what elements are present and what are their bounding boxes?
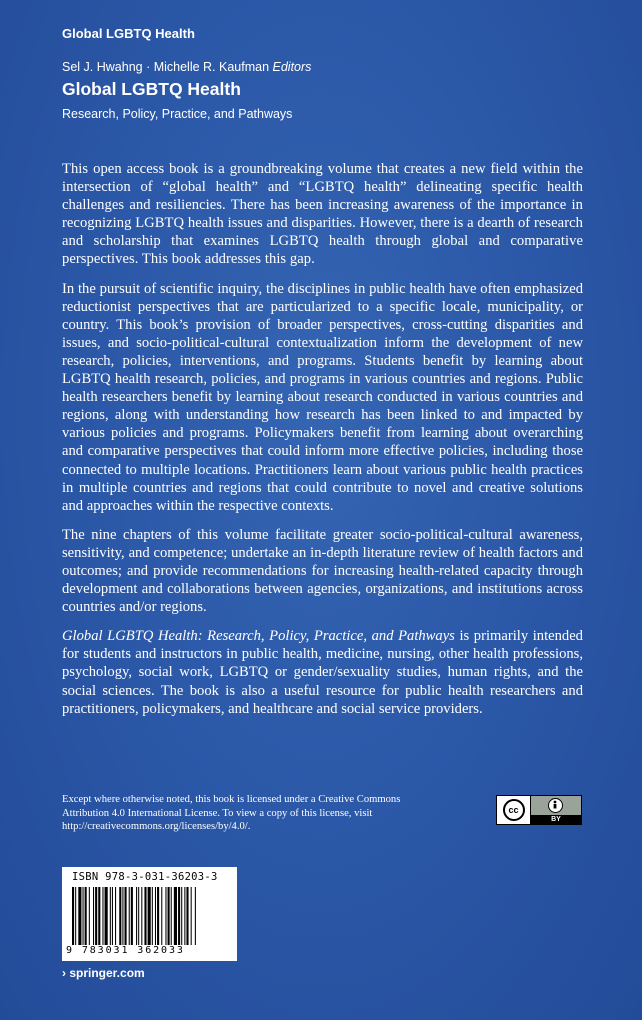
- blurb: [62, 160, 583, 729]
- blurb-paragraph-2: In the pursuit of scientific inquiry, the disciplines in public health have often emphasized reductionist perspectives that are particularized to a specific locale, municipality, or country. This book’s provision of broader perspectives, cross-cutting disparities and issues, and socio-political-cultural contextualization inform the development of new research, policies, interventions, and programs. Students benefit by learning about LGBTQ health research, policies, and programs in various countries and regions. Public health researchers benefit by learning about research conducted in various countries and regions, along with understanding how research has been linked to and impacted by various policies and programs. Policymakers benefit from learning about overarching and comparative perspectives that could inform more effective policies, including those connected to multiple locations. Practitioners learn about various public health practices in multiple countries and regions that could contribute to novel and creative solutions and approaches within the respective contexts.: [62, 280, 583, 514]
- book-subtitle: Research, Policy, Practice, and Pathways: [62, 107, 293, 121]
- barcode-number: 9 783031 362033: [66, 945, 185, 956]
- license-note: Except where otherwise noted, this book is licensed under a Creative Commons Attribution 4.0 International License. To view a copy of this license, visit http://creativecommons.org/licenses/by/4.0/.: [62, 794, 401, 833]
- by-label: BY: [531, 815, 581, 824]
- series-title: Global LGBTQ Health: [62, 26, 195, 41]
- barcode-panel: [62, 867, 237, 961]
- editor-names: Sel J. Hwahng · Michelle R. Kaufman: [62, 60, 270, 74]
- editors-label: Editors: [272, 60, 312, 74]
- editors-line: [62, 60, 311, 74]
- blurb-paragraph-4: [62, 627, 583, 717]
- attribution-icon: [548, 798, 563, 813]
- blurb-paragraph-3: The nine chapters of this volume facilitate greater socio-political-cultural awareness, sensitivity, and competence; undertake an in-depth literature review of health factors and outcomes; and provide recommendations for increasing health-related capacity through development and collaborations between agencies, organizations, and institutions across countries and/or regions.: [62, 526, 583, 616]
- book-title: Global LGBTQ Health: [62, 79, 241, 99]
- springer-link[interactable]: › springer.com: [62, 966, 145, 980]
- barcode-image: [72, 887, 228, 945]
- book-title-italic: Global LGBTQ Health: Research, Policy, Practice, and Pathways: [62, 628, 455, 645]
- blurb-paragraph-4-rest: is primarily intended for students and instructors in public health, medicine, nursing, other health professions, psychology, social work, LGBTQ or gender/sexuality studies, human rights, and the social sciences. The book is also a useful resource for public health researchers and practitioners, policymakers, and healthcare and social service providers.: [62, 628, 583, 717]
- isbn-text: ISBN 978-3-031-36203-3: [72, 871, 218, 883]
- blurb-paragraph-1: This open access book is a groundbreaking volume that creates a new field within the intersection of “global health” and “LGBTQ health” delineating specific health challenges and resiliencies. There has been increasing awareness of the importance in recognizing LGBTQ health issues and disparities. However, there is a dearth of research and scholarship that examines LGBTQ health through global and comparative perspectives. This book addresses this gap.: [62, 161, 583, 268]
- cc-icon: cc: [503, 799, 525, 821]
- cc-by-badge: [496, 795, 582, 825]
